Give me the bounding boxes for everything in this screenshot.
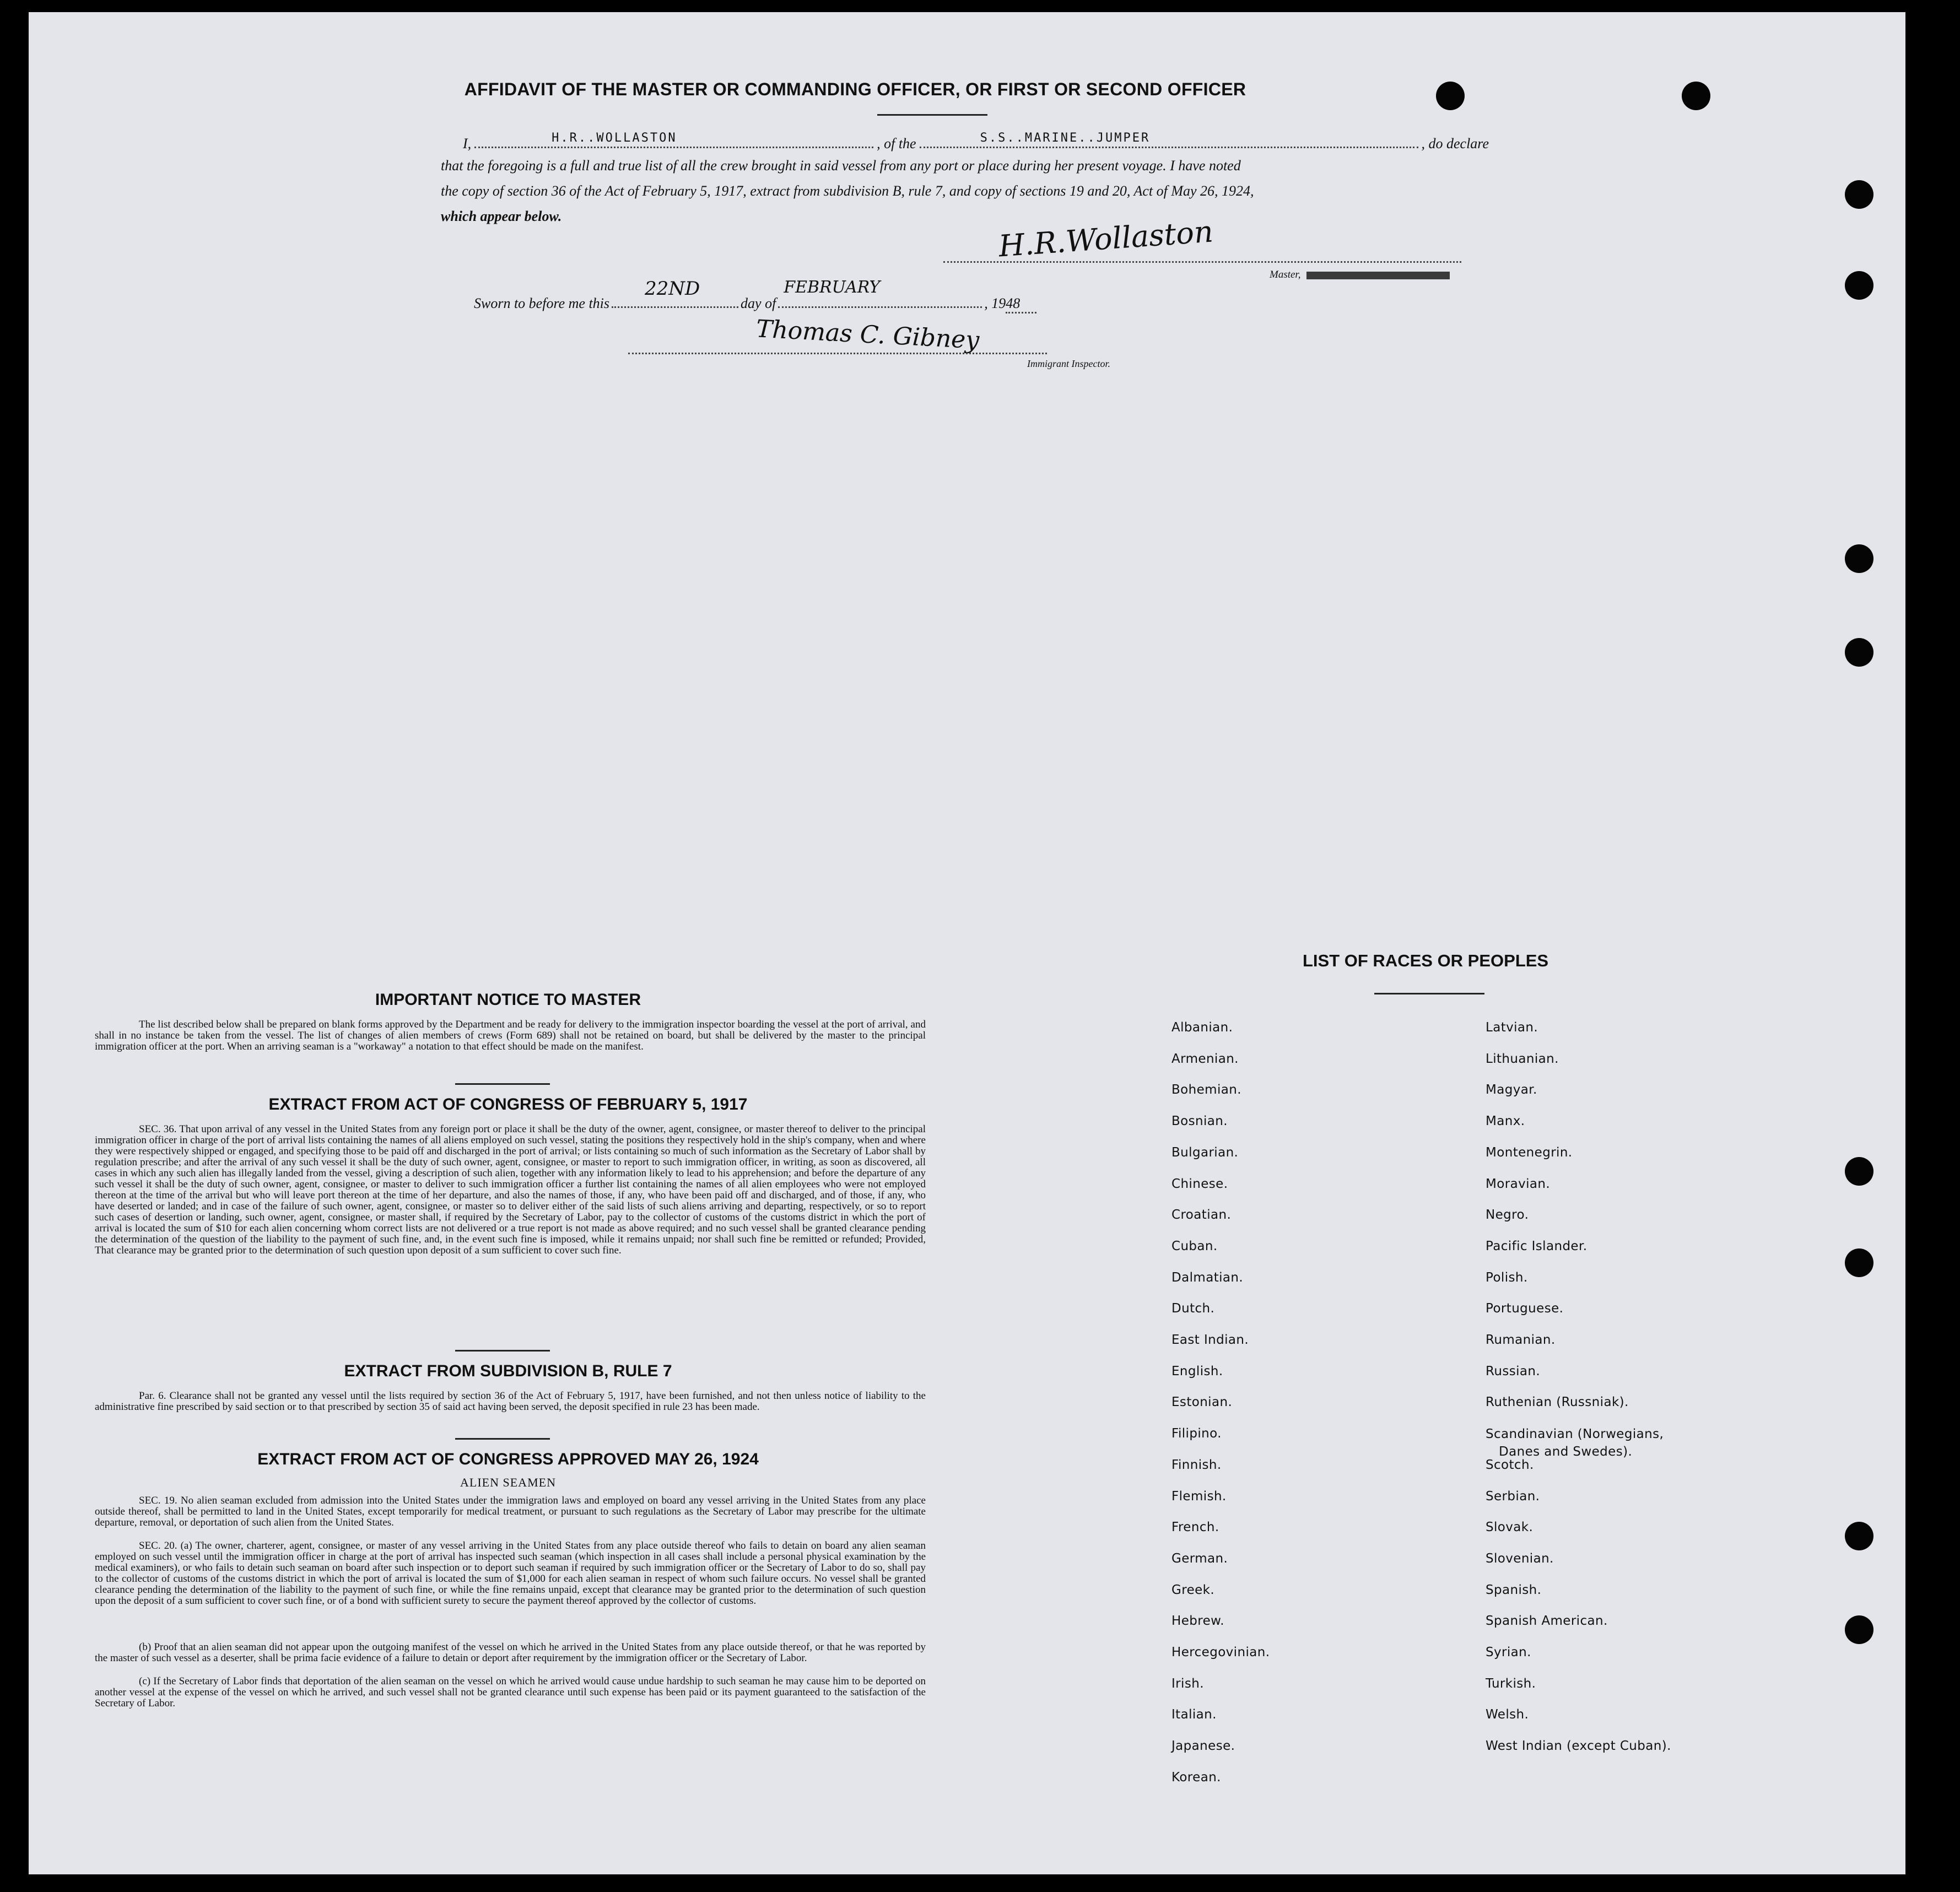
extract-1917-title: EXTRACT FROM ACT OF CONGRESS OF FEBRUARY 5, 1917 — [268, 1095, 748, 1113]
race-item: Croatian. — [1171, 1208, 1232, 1223]
race-item: Bosnian. — [1171, 1114, 1228, 1129]
race-item: German. — [1171, 1551, 1228, 1566]
race-item: Moravian. — [1486, 1176, 1551, 1191]
master-signature: H.R.Wollaston — [997, 214, 1214, 264]
race-item: Filipino. — [1171, 1426, 1222, 1441]
extract-1917-body: SEC. 36. That upon arrival of any vessel in the United States from any foreign port or place it shall be the duty of the owner, agent, consignee, or master thereof to deliver to the principal immigration officer in charge of the port of arrival lists containing the names of all aliens employed on such vessel, stating the positions they respectively hold in the ship's company, when and where they were respectively shipped or engaged, and specifying those to be paid off and discharged in the port of arrival; or lists containing so much of such information as the Secretary of Labor shall by regulation prescribe; and after the arrival of any such vessel it shall be the duty of such owner, agent, consignee, or master to report to such immigration officer, in writing, as soon as discovered, all cases in which any such alien has illegally landed from the vessel, giving a description of such alien, together with any information likely to lead to his apprehension; and before the departure of any such vessel it shall be the duty of such owner, agent, consignee, or master to deliver to such immigration officer a further list containing the names of all alien employees who were not employed thereon at the time of the arrival but who will leave port thereon at the time of her departure, and also the names of those, if any, who have been paid off and discharged, and of those, if any, who have deserted or landed; and in case of the failure of such owner, agent, consignee, or master so to deliver either of the said lists of such aliens arriving and departing, respectively, or so to report such cases of desertion or landing, such owner, agent, consignee, or master shall, if required by the Secretary of Labor, pay to the collector of customs of the customs district in which the port of arrival is located the sum of $10 for each alien concerning whom correct lists are not delivered or a true report is not made as above required; and no such vessel shall be granted clearance pending the determination of the question of the liability to the payment of such fine, and, in the event such fine is imposed, while it remains unpaid; nor shall such fine be remitted or refunded; Provided, That clearance may be granted prior to the determination of such question upon deposit of a sum sufficient to cover such fine. — [95, 1123, 926, 1256]
punch-hole — [1845, 1157, 1873, 1186]
race-item: Ruthenian (Russniak). — [1486, 1395, 1629, 1410]
race-item: Syrian. — [1486, 1645, 1531, 1659]
race-item: Welsh. — [1486, 1707, 1529, 1722]
extract-1924-sec19: SEC. 19. No alien seaman excluded from admission into the United States under the immigration laws and employed on board any vessel arriving in the United States from any place outside thereof, shall be permitted to land in the United States, except temporarily for medical treatment, or pursuant to such regulations as the Secretary of Labor may prescribe for the ultimate departure, removal, or deportation of such alien from the United States. — [95, 1495, 926, 1528]
declaration-prefix: I, — [463, 136, 472, 152]
race-item: Hercegovinian. — [1171, 1645, 1270, 1659]
master-title: Master, — [1270, 269, 1301, 280]
inspector-signature: Thomas C. Gibney — [755, 315, 980, 355]
title-rule — [877, 114, 987, 116]
day-of-label: day of — [741, 295, 776, 311]
race-item: Manx. — [1486, 1114, 1525, 1129]
race-item: Danes and Swedes). — [1499, 1445, 1633, 1459]
race-item: Latvian. — [1486, 1020, 1538, 1035]
race-item: Scandinavian (Norwegians, — [1486, 1427, 1664, 1441]
race-item: English. — [1171, 1364, 1223, 1379]
race-item: Rumanian. — [1486, 1333, 1556, 1347]
race-item: Bulgarian. — [1171, 1145, 1239, 1160]
year-suffix: 48 — [1006, 295, 1036, 313]
race-item: Scotch. — [1486, 1457, 1534, 1472]
race-item: Pacific Islander. — [1486, 1239, 1588, 1253]
vessel-name: S.S..MARINE..JUMPER — [980, 131, 1151, 145]
sworn-month: FEBRUARY — [784, 278, 881, 297]
document-page — [29, 12, 1905, 1874]
sworn-line — [474, 278, 1168, 313]
declaration-line-3: the copy of section 36 of the Act of February 5, 1917, extract from subdivision B, rule 7, and copy of sections 19 and 20, Act of May 26, 1924, — [441, 183, 1254, 199]
race-item: French. — [1171, 1520, 1219, 1535]
section-rule — [455, 1083, 550, 1085]
extract-rule7-body: Par. 6. Clearance shall not be granted any vessel until the lists required by section 36 of the Act of February 5, 1917, have been furnished, and not then unless notice of liability to the administrative fine prescribed by said section or to that prescribed by section 35 of said act having been served, the deposit specified in rule 23 has been made. — [95, 1390, 926, 1413]
declaration-line-2: that the foregoing is a full and true list of all the crew brought in said vessel from any port or place during her present voyage. I have noted — [441, 158, 1241, 174]
race-item: Armenian. — [1171, 1051, 1239, 1066]
punch-hole — [1682, 82, 1710, 110]
declaration-line-1 — [463, 132, 1489, 152]
extract-1924-subtitle: ALIEN SEAMEN — [460, 1475, 556, 1489]
notice-title: IMPORTANT NOTICE TO MASTER — [375, 991, 641, 1009]
extract-1924-sec20a: SEC. 20. (a) The owner, charterer, agent, consignee, or master of any vessel arriving in the United States from any place outside thereof who fails to detain on board any alien seaman employed on such vessel until the immigration officer in charge at the port of arrival has inspected such seaman (which inspection in all cases shall include a personal physical examination by the medical examiners), or who fails to detain such seaman on board after such inspection or to deport such seaman if required by such immigration officer or the Secretary of Labor to do so, shall pay to the collector of customs of the customs district in which the port of arrival is located the sum of $1,000 for each alien seaman in respect of whom such failure occurs. No vessel shall be granted clearance pending the determination of the liability to the payment of such fine, or while the fine remains unpaid, except that clearance may be granted prior to the determination of such question upon the deposit of a sum sufficient to cover such fine, or of a bond with sufficient surety to secure the payment thereof approved by the collector of customs. — [95, 1540, 926, 1607]
extract-1924-sec20b: (b) Proof that an alien seaman did not appear upon the outgoing manifest of the vessel on which he arrived in the United States from any place outside thereof, or that he was reported by the master of such vessel as a deserter, shall be prima facie evidence of a failure to detain or deport after requirement by the immigration officer or the Secretary of Labor. — [95, 1641, 926, 1664]
race-item: Serbian. — [1486, 1489, 1540, 1504]
race-item: Negro. — [1486, 1208, 1529, 1223]
race-item: Hebrew. — [1171, 1614, 1224, 1629]
inspector-title: Immigrant Inspector. — [1027, 358, 1110, 369]
race-item: Dutch. — [1171, 1301, 1215, 1316]
punch-hole — [1436, 82, 1465, 110]
punch-hole — [1845, 1248, 1873, 1277]
race-item: Irish. — [1171, 1676, 1204, 1691]
race-item: Slovak. — [1486, 1520, 1534, 1535]
races-title-rule — [1374, 993, 1484, 994]
races-title: LIST OF RACES OR PEOPLES — [1303, 951, 1549, 970]
race-item: Slovenian. — [1486, 1551, 1554, 1566]
sworn-prefix: Sworn to before me this — [474, 295, 610, 311]
of-the-label: , of the — [877, 136, 916, 152]
race-item: Lithuanian. — [1486, 1051, 1559, 1066]
race-item: Spanish. — [1486, 1582, 1542, 1597]
section-rule — [455, 1350, 550, 1352]
sworn-day: 22ND — [645, 278, 700, 300]
race-item: Dalmatian. — [1171, 1270, 1244, 1285]
master-name-dots — [474, 132, 873, 148]
race-item: Turkish. — [1486, 1676, 1536, 1691]
punch-hole — [1845, 271, 1873, 300]
punch-hole — [1845, 180, 1873, 209]
notice-body: The list described below shall be prepared on blank forms approved by the Department and be ready for delivery to the immigration inspector boarding the vessel at the port of arrival, and shall in no instance be taken from the vessel. The list of changes of alien members of crews (Form 689) shall not be retained on board, but shall be delivered by the master to the principal immigration officer at the port. When an arriving seaman is a "workaway" a notation to that effect should be made on the manifest. — [95, 1019, 926, 1052]
race-item: Portuguese. — [1486, 1301, 1564, 1316]
race-item: Cuban. — [1171, 1239, 1218, 1253]
extract-1924-title: EXTRACT FROM ACT OF CONGRESS APPROVED MAY 26, 1924 — [257, 1450, 759, 1468]
race-item: Flemish. — [1171, 1489, 1227, 1504]
race-item: Russian. — [1486, 1364, 1541, 1379]
race-item: Montenegrin. — [1486, 1145, 1573, 1160]
race-item: Albanian. — [1171, 1020, 1233, 1035]
declaration-line-4: which appear below. — [441, 208, 562, 224]
race-item: Spanish American. — [1486, 1614, 1608, 1629]
sworn-day-dots — [612, 278, 738, 308]
race-item: Greek. — [1171, 1582, 1215, 1597]
race-item: East Indian. — [1171, 1333, 1249, 1347]
master-signature-line — [943, 261, 1461, 263]
race-item: Polish. — [1486, 1270, 1528, 1285]
punch-hole — [1845, 1615, 1873, 1644]
race-item: Korean. — [1171, 1770, 1221, 1785]
race-item: Estonian. — [1171, 1395, 1233, 1410]
race-item: Magyar. — [1486, 1083, 1537, 1098]
punch-hole — [1845, 1522, 1873, 1550]
race-item: West Indian (except Cuban). — [1486, 1739, 1671, 1754]
punch-hole — [1845, 544, 1873, 573]
section-rule — [455, 1438, 550, 1440]
master-name: H.R..WOLLASTON — [552, 131, 677, 145]
race-item: Chinese. — [1171, 1176, 1228, 1191]
year-prefix: , 19 — [984, 295, 1006, 311]
race-item: Italian. — [1171, 1707, 1217, 1722]
do-declare-label: , do declare — [1421, 136, 1489, 152]
extract-1924-sec20c: (c) If the Secretary of Labor finds that deportation of the alien seaman on the vessel on which he arrived would cause undue hardship to such seaman he may cause him to be deported on another vessel at the expense of the vessel on which he arrived, and such vessel shall not be granted clearance until such expense has been paid or its payment guaranteed to the satisfaction of the Secretary of Labor. — [95, 1675, 926, 1709]
master-title-group — [1270, 269, 1450, 281]
punch-hole — [1845, 638, 1873, 667]
race-item: Japanese. — [1171, 1739, 1235, 1754]
extract-rule7-title: EXTRACT FROM SUBDIVISION B, RULE 7 — [344, 1362, 672, 1380]
struck-officer-text — [1306, 272, 1450, 279]
sworn-month-dots — [778, 278, 982, 308]
vessel-name-dots — [920, 132, 1418, 148]
inspector-signature-line — [628, 353, 1047, 354]
race-item: Bohemian. — [1171, 1083, 1241, 1098]
affidavit-title: AFFIDAVIT OF THE MASTER OR COMMANDING OFFICER, OR FIRST OR SECOND OFFICER — [464, 79, 1246, 99]
race-item: Finnish. — [1171, 1457, 1222, 1472]
